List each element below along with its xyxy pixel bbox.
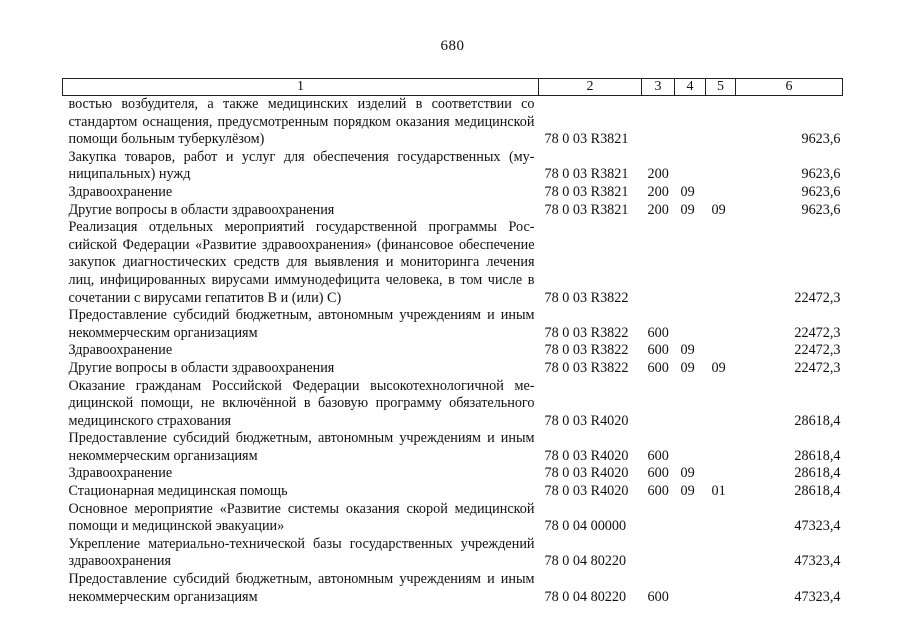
row-target-code: 78 0 04 80220	[544, 553, 627, 570]
row-subsection: 09	[711, 359, 726, 376]
row-amount: 47323,4	[794, 518, 841, 535]
row-target-code: 78 0 03 R3822	[544, 359, 629, 376]
column-header-3: 3	[642, 79, 675, 96]
row-amount: 9623,6	[801, 166, 841, 183]
row-subsection	[706, 149, 736, 184]
row-name: Стационарная медицинская помощь	[68, 483, 288, 500]
row-target-code: 78 0 03 R4020	[544, 483, 629, 500]
row-name: Оказание гражданам Российской Федерации высокотехнологичной медицинской помощи, не включённой в базовую программу обязательного медицинского страхования	[68, 377, 535, 429]
row-target-code: 78 0 03 R3822	[544, 342, 629, 359]
table-row	[63, 96, 843, 149]
row-name: Предоставление субсидий бюджетным, автономным учреждениям и иным некоммерческим организациям	[68, 571, 535, 605]
row-expense-type: 200	[647, 201, 669, 218]
column-header-4: 4	[675, 79, 706, 96]
row-name: Закупка товаров, работ и услуг для обеспечения государственных (муниципальных) нужд	[68, 148, 535, 183]
row-target-code: 78 0 03 R3821	[544, 166, 629, 183]
row-subsection	[706, 465, 736, 483]
table-row	[63, 149, 843, 184]
row-target-code: 78 0 03 R3821	[544, 201, 629, 218]
column-header-6: 6	[736, 79, 843, 96]
row-expense-type	[642, 536, 675, 571]
budget-table	[62, 78, 843, 606]
row-target-code: 78 0 03 R3821	[544, 183, 629, 200]
row-expense-type: 600	[647, 465, 669, 482]
row-section	[675, 149, 706, 184]
row-section	[675, 96, 706, 149]
row-amount: 9623,6	[801, 201, 841, 218]
row-section: 09	[680, 465, 695, 482]
row-amount: 22472,3	[794, 289, 841, 306]
table-row	[63, 219, 843, 307]
row-name: Реализация отдельных мероприятий государственной программы Российской Федерации «Развитие здравоохранения» (финансовое обеспечение закупок диагностических средств для выявления и мониторинга лечения лиц, инфицированных вирусами иммунодефицита человека, в том числе в сочетании с вирусами гепатитов В и (или) С)	[68, 219, 535, 306]
row-name: Предоставление субсидий бюджетным, автономным учреждениям и иным некоммерческим организациям	[68, 430, 535, 464]
row-expense-type: 200	[647, 166, 669, 183]
row-target-code: 78 0 03 R4020	[544, 412, 629, 429]
table-row	[63, 501, 843, 536]
row-subsection	[706, 378, 736, 431]
table-row	[63, 465, 843, 483]
row-subsection	[706, 307, 736, 342]
table-row	[63, 307, 843, 342]
table-row	[63, 202, 843, 220]
row-expense-type	[642, 219, 675, 307]
row-target-code: 78 0 04 00000	[544, 518, 627, 535]
row-subsection	[706, 96, 736, 149]
row-subsection	[706, 536, 736, 571]
row-subsection: 01	[711, 483, 726, 500]
row-target-code: 78 0 03 R3822	[544, 324, 629, 341]
row-section	[675, 536, 706, 571]
row-subsection	[706, 219, 736, 307]
row-subsection: 09	[711, 201, 726, 218]
table-row	[63, 378, 843, 431]
row-subsection	[706, 184, 736, 202]
row-name: Здравоохранение	[68, 342, 173, 359]
row-section	[675, 219, 706, 307]
row-section	[675, 501, 706, 536]
row-amount: 28618,4	[794, 412, 841, 429]
row-target-code: 78 0 04 80220	[544, 588, 627, 605]
row-section: 09	[680, 342, 695, 359]
row-expense-type: 600	[647, 359, 669, 376]
table-row	[63, 536, 843, 571]
row-section: 09	[680, 359, 695, 376]
row-amount: 9623,6	[801, 131, 841, 148]
row-amount: 28618,4	[794, 483, 841, 500]
row-subsection	[706, 501, 736, 536]
row-name: Здравоохранение	[68, 465, 173, 482]
row-target-code: 78 0 03 R3821	[544, 131, 629, 148]
column-number-header	[63, 79, 843, 96]
row-subsection	[706, 342, 736, 360]
row-expense-type: 200	[647, 183, 669, 200]
row-amount: 47323,4	[794, 588, 841, 605]
table-row	[63, 184, 843, 202]
row-name: востью возбудителя, а также медицинских изделий в соответствии со стандартом оснащения, предусмотренным порядком оказания медицинской помощи больным туберкулёзом)	[68, 96, 535, 148]
row-amount: 47323,4	[794, 553, 841, 570]
table-row	[63, 483, 843, 501]
row-name: Другие вопросы в области здравоохранения	[68, 359, 335, 376]
row-section	[675, 571, 706, 606]
row-section	[675, 378, 706, 431]
page-number: 680	[440, 38, 465, 54]
row-amount: 22472,3	[794, 324, 841, 341]
row-section: 09	[680, 201, 695, 218]
column-header-5: 5	[706, 79, 736, 96]
column-header-2: 2	[539, 79, 642, 96]
row-section	[675, 430, 706, 465]
row-target-code: 78 0 03 R4020	[544, 447, 629, 464]
row-amount: 22472,3	[794, 342, 841, 359]
row-amount: 28618,4	[794, 465, 841, 482]
column-header-1: 1	[63, 79, 539, 96]
row-expense-type: 600	[647, 342, 669, 359]
row-expense-type: 600	[647, 588, 669, 605]
row-expense-type: 600	[647, 324, 669, 341]
row-name: Предоставление субсидий бюджетным, автономным учреждениям и иным некоммерческим организациям	[68, 307, 535, 341]
row-subsection	[706, 571, 736, 606]
table-row	[63, 360, 843, 378]
row-name: Другие вопросы в области здравоохранения	[68, 201, 335, 218]
row-name: Основное мероприятие «Развитие системы оказания скорой медицинской помощи и медицинской эвакуации»	[68, 500, 535, 535]
row-expense-type	[642, 378, 675, 431]
table-row	[63, 342, 843, 360]
row-amount: 22472,3	[794, 359, 841, 376]
row-expense-type	[642, 501, 675, 536]
row-expense-type: 600	[647, 447, 669, 464]
row-section	[675, 307, 706, 342]
row-amount: 28618,4	[794, 447, 841, 464]
row-subsection	[706, 430, 736, 465]
table-row	[63, 430, 843, 465]
row-name: Здравоохранение	[68, 183, 173, 200]
row-target-code: 78 0 03 R3822	[544, 289, 629, 306]
row-section: 09	[680, 183, 695, 200]
row-expense-type	[642, 96, 675, 149]
row-section: 09	[680, 483, 695, 500]
table-row	[63, 571, 843, 606]
row-amount: 9623,6	[801, 183, 841, 200]
row-expense-type: 600	[647, 483, 669, 500]
row-name: Укрепление материально-технической базы государственных учреждений здравоохранения	[68, 535, 535, 570]
row-target-code: 78 0 03 R4020	[544, 465, 629, 482]
